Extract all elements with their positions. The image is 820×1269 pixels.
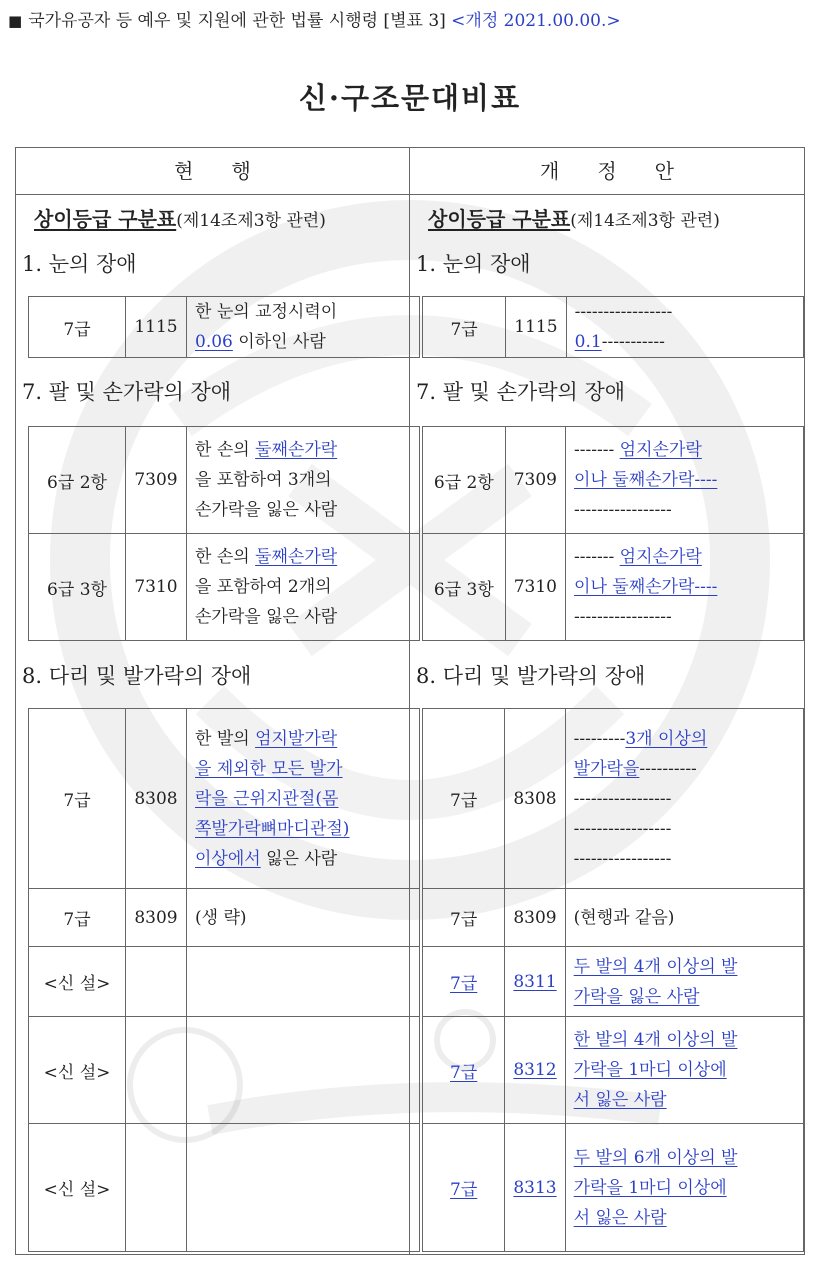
- description-text: -------: [574, 547, 620, 567]
- column-header-row: [16, 148, 804, 195]
- description-line: [574, 602, 803, 632]
- description-line: [195, 435, 419, 465]
- section-arm-current: 7. 팔 및 손가락의 장애: [22, 380, 232, 404]
- description-cell: [187, 889, 420, 947]
- section-leg-proposed: 8. 다리 및 발가락의 장애: [416, 664, 646, 688]
- description-text: -------: [574, 440, 620, 460]
- grade-cell: [29, 297, 126, 358]
- description-line: [195, 844, 419, 874]
- amended-text-link[interactable]: 쪽발가락뼈마디관절): [195, 818, 350, 839]
- description-cell: [187, 534, 420, 641]
- code-text: 8308: [513, 788, 557, 809]
- code-text: 7309: [513, 470, 557, 490]
- description-cell: [565, 947, 803, 1017]
- description-line: [575, 297, 803, 327]
- description-cell: [565, 1017, 803, 1124]
- subtitle-ref: (제14조제3항 관련): [176, 211, 326, 231]
- grade-text[interactable]: 7급: [450, 1180, 478, 1200]
- amended-text-link[interactable]: 락을 근위지관절(몸: [195, 788, 339, 809]
- description-text: 을 포함하여 2개의: [195, 577, 332, 597]
- code-text: 1115: [134, 317, 178, 337]
- amended-text-link[interactable]: 엄지손가락: [619, 547, 702, 567]
- table-row: [423, 947, 804, 1017]
- grade-cell: [423, 1017, 505, 1124]
- description-cell: [566, 427, 804, 534]
- table-row: [29, 1017, 420, 1124]
- table-row: [29, 709, 420, 889]
- table-row: [423, 297, 804, 358]
- grade-text[interactable]: 7급: [450, 1062, 478, 1083]
- amendment-date: <개정 2021.00.00.>: [451, 11, 621, 31]
- amended-text-link[interactable]: 서 잃은 사람: [573, 1090, 667, 1110]
- code-text[interactable]: 8311: [513, 971, 557, 992]
- grade-cell: [29, 1017, 126, 1124]
- description-text: ---------: [573, 728, 626, 749]
- description-text: 한 눈의 교정시력이: [195, 302, 338, 322]
- grade-cell: [423, 534, 506, 641]
- subtitle-current: [34, 203, 326, 232]
- table-row: [29, 534, 420, 641]
- code-cell: [126, 709, 187, 889]
- column-header-proposed: 개정안: [540, 159, 712, 183]
- grade-text: 7급: [450, 791, 478, 811]
- description-line: [195, 542, 419, 572]
- code-cell: [505, 427, 565, 534]
- code-cell: [126, 427, 187, 534]
- amended-text-link[interactable]: 0.1: [574, 332, 602, 352]
- description-text: 손가락을 잃은 사람: [195, 500, 338, 520]
- grade-cell: [29, 427, 126, 534]
- grade-text: <신 설>: [43, 974, 111, 994]
- grade-text: 7급: [450, 319, 478, 340]
- grade-cell: [423, 709, 505, 889]
- description-line: [574, 724, 803, 754]
- description-line: [574, 784, 803, 814]
- description-line: [574, 814, 803, 844]
- description-line: [574, 1055, 803, 1085]
- code-text: 1115: [514, 317, 558, 337]
- description-cell: [187, 947, 420, 1017]
- table-row: [423, 709, 804, 889]
- code-cell: [126, 1124, 187, 1252]
- description-cell: [566, 534, 804, 641]
- code-text: 8309: [513, 907, 557, 928]
- section-arm-proposed: 7. 팔 및 손가락의 장애: [416, 380, 626, 404]
- table-arm-current: [28, 426, 420, 641]
- description-text: -----------------: [574, 607, 672, 627]
- table-row: [29, 889, 420, 947]
- description-line: [195, 572, 419, 602]
- description-line: [574, 952, 803, 982]
- description-text: 한 손의: [195, 440, 256, 460]
- description-text: 한 손의: [195, 547, 256, 567]
- amended-text-link[interactable]: 서 잃은 사람: [573, 1207, 667, 1228]
- description-line: [574, 435, 803, 465]
- amended-text-link[interactable]: 가락을 1마디 이상에: [573, 1177, 727, 1198]
- table-arm-proposed: [422, 426, 804, 641]
- code-text: 7310: [513, 577, 557, 597]
- amended-text-link[interactable]: 이나 둘째손가락----: [574, 577, 718, 597]
- code-text[interactable]: 8313: [513, 1177, 557, 1198]
- description-text: 을 포함하여 3개의: [195, 470, 332, 490]
- description-line: [195, 327, 419, 357]
- table-leg-current: [28, 708, 420, 1252]
- section-eye-current: 1. 눈의 장애: [22, 252, 137, 276]
- description-cell: [187, 1124, 420, 1252]
- law-title: 국가유공자 등 예우 및 지원에 관한 법률 시행령 [별표 3]: [28, 11, 446, 31]
- code-cell: [126, 1017, 187, 1124]
- amended-text-link[interactable]: 엄지발가락: [255, 728, 338, 749]
- grade-cell: [423, 427, 506, 534]
- subtitle-ref: (제14조제3항 관련): [570, 211, 720, 231]
- description-line: [195, 724, 419, 754]
- code-text: 8308: [134, 788, 178, 809]
- amended-text-link[interactable]: 둘째손가락: [255, 547, 338, 567]
- description-text: (생 략): [195, 907, 247, 928]
- description-line: [574, 465, 803, 495]
- amended-text-link[interactable]: 이나 둘째손가락----: [574, 470, 718, 490]
- amended-text-link[interactable]: 0.06: [195, 332, 233, 352]
- code-cell: [126, 889, 187, 947]
- table-row: [423, 1124, 804, 1252]
- grade-text: <신 설>: [43, 1062, 111, 1083]
- code-cell: [126, 534, 187, 641]
- description-line: [574, 844, 803, 874]
- amended-text-link[interactable]: 을 제외한 모든 발가: [195, 758, 343, 779]
- description-cell: [187, 709, 420, 889]
- amended-text-link[interactable]: 가락을 잃은 사람: [573, 986, 700, 1007]
- description-text: -----------------: [574, 500, 672, 520]
- table-row: [423, 534, 804, 641]
- description-line: [195, 495, 419, 525]
- grade-cell: [29, 947, 126, 1017]
- description-text: -----------: [601, 332, 665, 352]
- grade-cell: [423, 889, 505, 947]
- comparison-table: [15, 147, 805, 1255]
- description-text: 한 발의: [195, 728, 256, 749]
- amended-text-link[interactable]: 한 발의 4개 이상의 발: [573, 1030, 738, 1050]
- subtitle-main: 상이등급 구분표: [428, 207, 571, 231]
- amended-text-link[interactable]: 이상에서: [195, 848, 261, 869]
- grade-cell: [423, 947, 505, 1017]
- description-line: [574, 495, 803, 525]
- column-header-current: 현행: [174, 159, 289, 183]
- amended-text-link[interactable]: 발가락을: [573, 758, 640, 779]
- description-line: [195, 297, 419, 327]
- grade-text: 7급: [450, 910, 478, 930]
- description-cell: [565, 1124, 803, 1252]
- description-text: -----------------: [574, 302, 673, 322]
- description-cell: [187, 297, 420, 358]
- description-line: [195, 465, 419, 495]
- grade-text: 7급: [63, 791, 91, 811]
- code-cell: [505, 534, 565, 641]
- code-cell: [505, 947, 565, 1017]
- description-cell: [565, 889, 803, 947]
- grade-text[interactable]: 7급: [450, 974, 478, 994]
- grade-text: 7급: [63, 910, 91, 930]
- table-row: [423, 427, 804, 534]
- grade-text: 6급 2항: [47, 472, 107, 493]
- code-cell: [505, 1017, 565, 1124]
- grade-text: <신 설>: [43, 1180, 111, 1200]
- description-line: [195, 784, 419, 814]
- description-text: -----------------: [573, 848, 672, 869]
- description-text: ----------: [639, 758, 697, 779]
- section-leg-current: 8. 다리 및 발가락의 장애: [22, 664, 252, 688]
- code-text: 7310: [134, 577, 178, 597]
- code-cell: [505, 1124, 565, 1252]
- section-eye-proposed: 1. 눈의 장애: [416, 252, 531, 276]
- amended-text-link[interactable]: 두 발의 4개 이상의 발: [573, 956, 738, 977]
- amended-text-link[interactable]: 3개 이상의: [625, 728, 708, 749]
- description-line: [574, 1085, 803, 1115]
- table-row: [29, 1124, 420, 1252]
- code-cell: [126, 947, 187, 1017]
- table-row: [423, 1017, 804, 1124]
- description-line: [574, 754, 803, 784]
- grade-cell: [29, 534, 126, 641]
- grade-text: 6급 2항: [433, 472, 494, 493]
- code-text[interactable]: 8312: [513, 1060, 557, 1080]
- grade-cell: [423, 297, 506, 358]
- code-text: 8309: [134, 907, 178, 928]
- description-line: [195, 903, 419, 933]
- description-line: [575, 327, 803, 357]
- description-cell: [565, 709, 803, 889]
- grade-cell: [29, 1124, 126, 1252]
- amended-text-link[interactable]: 엄지손가락: [619, 440, 702, 460]
- description-cell: [566, 297, 803, 358]
- grade-cell: [423, 1124, 505, 1252]
- description-line: [574, 572, 803, 602]
- document-header: [8, 6, 621, 31]
- square-bullet-icon: ■: [8, 12, 23, 30]
- code-cell: [505, 889, 565, 947]
- description-line: [195, 754, 419, 784]
- description-line: [195, 602, 419, 632]
- table-row: [29, 947, 420, 1017]
- description-line: [574, 903, 803, 933]
- page-title: 신·구조문대비표: [298, 81, 522, 115]
- code-cell: [505, 709, 565, 889]
- code-cell: [506, 297, 567, 358]
- description-line: [574, 542, 803, 572]
- amended-text-link[interactable]: 가락을 1마디 이상에: [573, 1060, 727, 1080]
- description-line: [574, 1025, 803, 1055]
- description-line: [195, 814, 419, 844]
- description-text: -----------------: [573, 818, 672, 839]
- code-cell: [126, 297, 187, 358]
- subtitle-main: 상이등급 구분표: [34, 207, 177, 231]
- description-line: [574, 1143, 803, 1173]
- description-text: -----------------: [573, 788, 672, 809]
- description-text: 손가락을 잃은 사람: [195, 607, 338, 627]
- amended-text-link[interactable]: 두 발의 6개 이상의 발: [573, 1147, 738, 1168]
- table-row: [29, 297, 420, 358]
- description-line: [574, 1203, 803, 1233]
- table-row: [29, 427, 420, 534]
- table-leg-proposed: [422, 708, 804, 1252]
- code-text: 7309: [134, 470, 178, 490]
- description-text: (현행과 같음): [573, 907, 675, 928]
- grade-cell: [29, 709, 126, 889]
- description-line: [574, 982, 803, 1012]
- description-cell: [187, 427, 420, 534]
- description-text: 잃은 사람: [260, 848, 338, 869]
- table-eye-current: [28, 296, 420, 358]
- grade-text: 6급 3항: [47, 579, 107, 600]
- grade-text: 7급: [63, 319, 91, 340]
- amended-text-link[interactable]: 둘째손가락: [255, 440, 338, 460]
- grade-cell: [29, 889, 126, 947]
- table-row: [423, 889, 804, 947]
- description-cell: [187, 1017, 420, 1124]
- subtitle-proposed: [428, 203, 720, 232]
- description-text: 이하인 사람: [232, 332, 326, 352]
- description-line: [574, 1173, 803, 1203]
- grade-text: 6급 3항: [433, 579, 494, 600]
- table-eye-proposed: [422, 296, 804, 358]
